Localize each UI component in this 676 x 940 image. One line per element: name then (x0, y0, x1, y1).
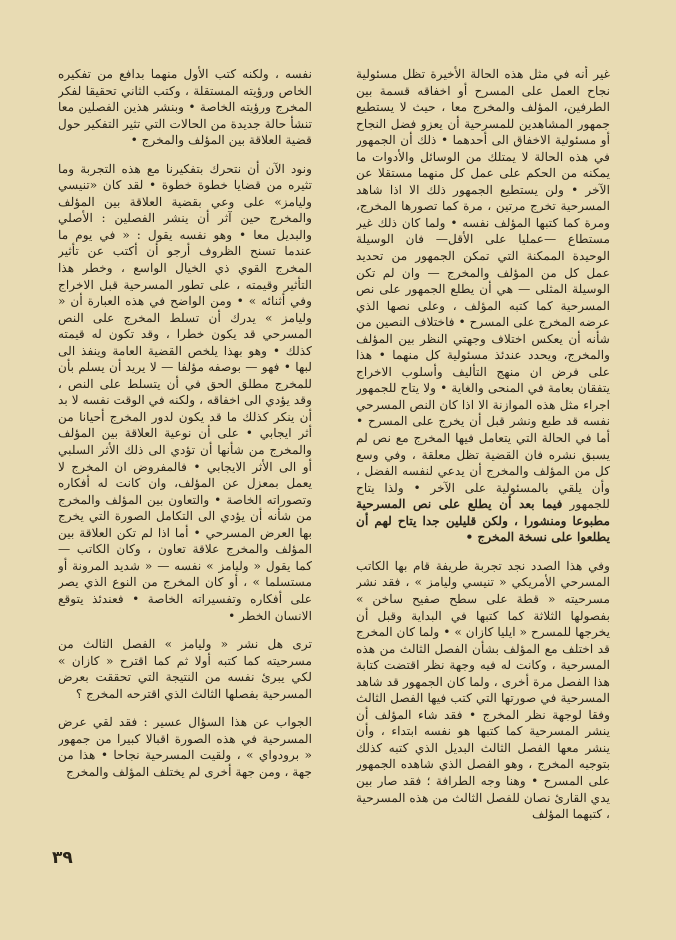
paragraph: الجواب عن هذا السؤال عسير : فقد لقي عرض المسرحية في هذه الصورة اقبالا كبيرا من جمهور « برودواي » ، ولقيت المسرحية نجاحا • هذا من جهة ، ومن جهة أخرى لم يختلف المؤلف والمخرج (58, 715, 312, 779)
paragraph: ترى هل نشر « وليامز » الفصل الثالث من مسرحيته كما كتبه أولا ثم كما اقترح « كازان » لكي يبرئ نفسه من النتيجة التي تحققت بعرض المسرحية بفصلها الثالث الذي اقترحه المخرج ؟ (58, 637, 312, 701)
paragraph: وفي هذا الصدد نجد تجربة طريفة قام بها الكاتب المسرحي الأمريكي « تنيسي وليامز » ، فقد نشر مسرحيته « قطة على سطح صفيح ساخن » بفصولها الثلاثة كما كتبها في البداية وقبل أن يخرجها للمسرح « ايليا كازان » • ولما كان المخرج قد اختلف مع المؤلف بشأن الفصل الثالث من هذه المسرحية ، وكانت له فيه وجهة نظر اقتضت كتابة هذا الفصل مرة أخرى ، ولما كان الجمهور قد شاهد المسرحية في صورتها التي كتب فيها الفصل الثالث وفقا لوجهة نظر المخرج • فقد شاء المؤلف أن ينشر المسرحية كما كتبها هو نفسه ابتداء ، وأن ينشر معها الفصل الثالث البديل الذي كتبه كذلك بتوجيه المخرج ، وهو الفصل الذي شاهده الجمهور على المسرح • وهنا وجه الطرافة ؛ فقد صار بين يدي القارئ نصان للفصل الثالث من هذه المسرحية ، كتبهما المؤلف (356, 558, 610, 822)
right-text-column (356, 66, 610, 896)
page-number: ٣٩ (52, 848, 73, 868)
paragraph-bold-text: فيما بعد أن يطلع على نص المسرحية مطبوعا ومنشورا ، ولكن قليلين جدا يتاح لهم أن يطلعوا على نسخة المخرج • (356, 497, 610, 545)
paragraph: نفسه ، ولكنه كتب الأول منهما بدافع من تفكيره الخاص ورؤيته المستقلة ، وكتب الثاني تحقيقا لفكر المخرج ورؤيته الخاصة • وبنشر هذين الفصلين معا تنشأ حالة جديدة من الحالات التي تثير التفكير حول قضية العلاقة بين المؤلف والمخرج • (58, 67, 312, 148)
paragraph (356, 66, 610, 546)
paragraph-text: غير أنه في مثل هذه الحالة الأخيرة تظل مسئولية نجاح العمل على المسرح أو اخفاقه قسمة بين الطرفين، المؤلف والمخرج معا ، حيث لا يستطيع جمهور المشاهدين للمسرحية أن يعزو فضل النجاح أو مسئولية الاخفاق الى أحدهما • ذلك أن الجمهور في هذه الحالة لا يمتلك من الوسائل والأدوات ما يمكنه من الحكم على عمل كل منهما مستقلا عن الآخر • ولن يستطيع الجمهور ذلك الا اذا شاهد المسرحية تخرج مرتين ، مرة كما تصورها المخرج، ومرة كما كتبها المؤلف نفسه • ولما كان ذلك غير مستطاع —عمليا على الأقل— فان الوسيلة الوحيدة الممكنة التي تمكن الجمهور من تحديد عمل كل من المؤلف والمخرج — وان لم تكن الوسيلة المثلى — هي أن يطلع الجمهور على نص المسرحية كما كتبه المؤلف ، وعلى نصها الذي عرضه المخرج على المسرح • فاختلاف النصين من شأنه أن يعكس اختلاف وجهتي النظر بين المؤلف والمخرج، ويحدد عندئذ مسئولية كل منهما • هذا على فرض ان منهج التأليف وأسلوب الاخراج يتفقان بعامة في المنحى والغاية • ولا يتاح للجمهور اجراء مثل هذه الموازنة الا اذا كان النص المسرحي نفسه قد طبع ونشر قبل أن يخرج على المسرح • أما في الحالة التي يتعامل فيها المخرج مع نص لم يسبق نشره فان القضية تظل معلقة ، وفي وسع كل من المؤلف والمخرج أن يدعي لنفسه الفضل ، وأن يلقي بالمسئولية على الآخر • ولذا يتاح للجمهور (356, 67, 610, 512)
left-text-column (58, 66, 312, 866)
paragraph: ونود الآن أن نتحرك بتفكيرنا مع هذه التجربة وما تثيره من قضايا خطوة خطوة • لقد كان «تنيسي وليامز» على وعي بقضية العلاقة بين المؤلف والمخرج حين آثر أن ينشر الفصلين : الأصلي والبديل معا • وهو نفسه يقول : « في يوم ما عندما تسنح الظروف أرجو أن أكتب عن تأثير المخرج القوي ذي الخيال الواسع ، وخطر هذا التأثير وقيمته ، على تطور المسرحية قبل الاخراج وفي أثنائه » • ومن الواضح في هذه العبارة أن « وليامز » يدرك أن تسلط المخرج على النص المسرحي قد يكون خطرا ، وقد تكون له قيمته كذلك • وهو بهذا يلخص القضية العامة وينفذ الى لبها • فهو — بوصفه مؤلفا — لا يريد أن يسلم بأن للمخرج مطلق الحق في أن يتسلط على النص ، وقد يؤدي الى اخفاقه ، ولكنه في الوقت نفسه لا بد أن ينكر كذلك ما قد يكون لدور المخرج أحيانا من أثر ايجابي • على أن نوعية العلاقة بين المؤلف والمخرج من شأنها أن تؤدي الى ذلك الأثر السلبي أو الى الأثر الايجابي • فالمفروض ان المخرج لا يعمل بمعزل عن المؤلف، وان كانت له أفكاره وتصوراته الخاصة • والتعاون بين المؤلف والمخرج من شأنه أن يؤدي الى التكامل الصورة التي يخرج بها العرض المسرحي • أما اذا لم تكن العلاقة بين المؤلف والمخرج علاقة تعاون ، وكان الكاتب — كما يقول « وليامز » نفسه — « شديد المرونة أو مستسلما » ، أو كان المخرج من النوع الذي يصر على أفكاره وتفسيراته الخاصة • فعندئذ يتوقع الانسان الخطر • (58, 161, 312, 623)
